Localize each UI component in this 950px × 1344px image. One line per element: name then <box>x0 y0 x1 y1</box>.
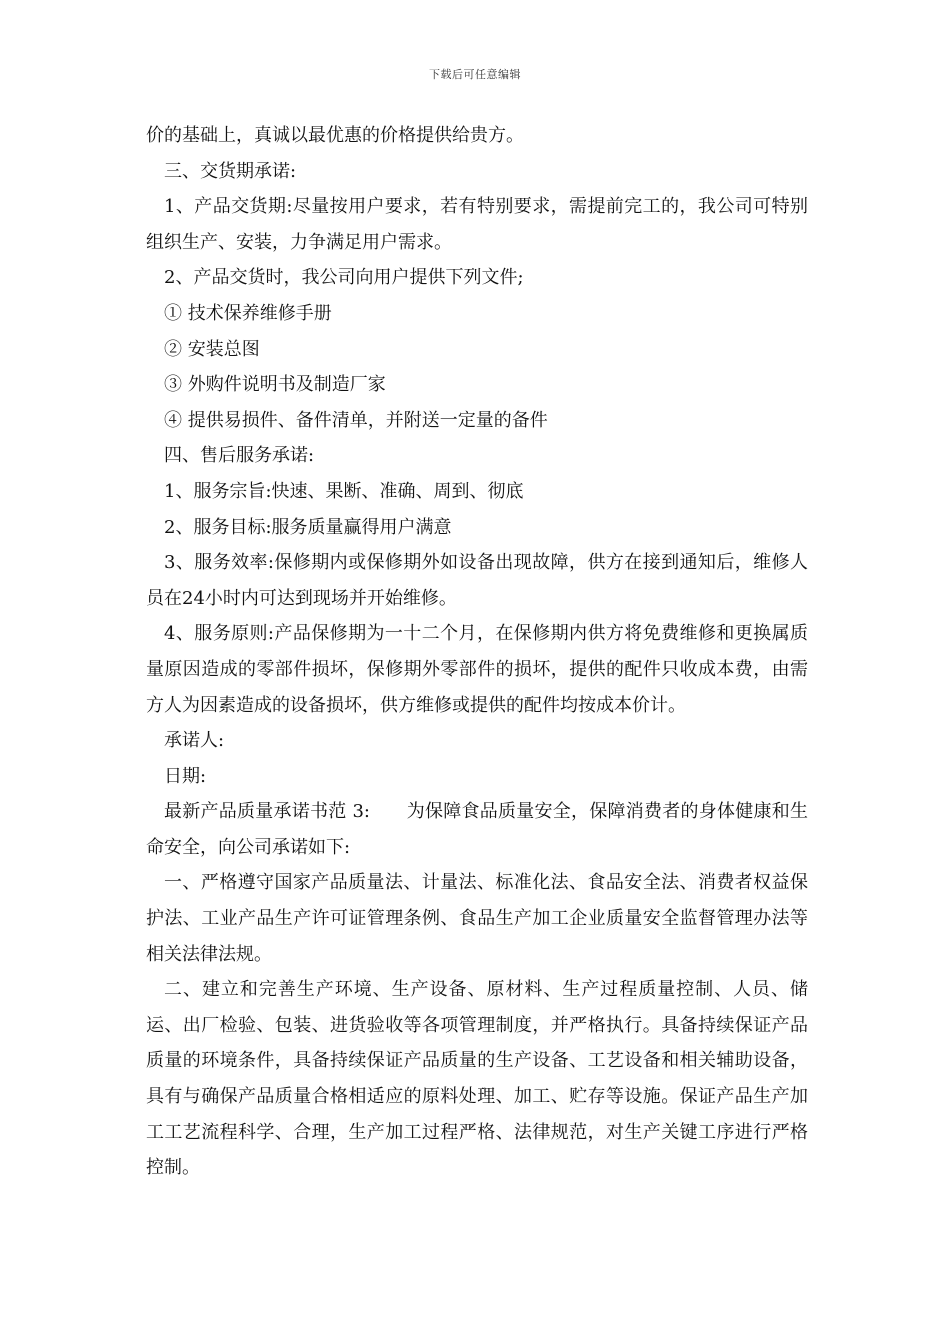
paragraph-template-3-intro: 最新产品质量承诺书范 3: 为保障食品质量安全，保障消费者的身体健康和生命安全，向公司承诺如下: <box>146 801 808 858</box>
section-heading-after-sales: 四、售后服务承诺: <box>164 445 315 467</box>
page-header: 下载后可任意编辑 <box>429 68 521 81</box>
paragraph-laws-compliance: 一、严格遵守国家产品质量法、计量法、标准化法、食品安全法、消费者权益保护法、工业产品生产许可证管理条例、食品生产加工企业质量安全监督管理办法等相关法律法规。 <box>146 872 808 965</box>
paragraph-management-system: 二、建立和完善生产环境、生产设备、原材料、生产过程质量控制、人员、储运、出厂检验、包装、进货验收等各项管理制度，并严格执行。具备持续保证产品质量的环境条件，具备持续保证产品质量的生产设备、工艺设备和相关辅助设备，具有与确保产品质量合格相适应的原料处理、加工、贮存等设施。保证产品生产加工工艺流程科学、合理，生产加工过程严格、法律规范，对生产关键工序进行严格控制。 <box>146 979 808 1179</box>
section-heading-delivery: 三、交货期承诺: <box>164 160 297 182</box>
list-item-manual: ① 技术保养维修手册 <box>164 302 332 324</box>
paragraph-service-goal: 2、服务目标:服务质量赢得用户满意 <box>164 516 452 538</box>
document-body <box>146 118 808 1186</box>
paragraph-service-principle: 4、服务原则:产品保修期为一十二个月，在保修期内供方将免费维修和更换属质量原因造成的零部件损坏，保修期外零部件的损坏，提供的配件只收成本费，由需方人为因素造成的设备损坏，供方维修或提供的配件均按成本价计。 <box>146 623 808 716</box>
paragraph-delivery-period: 1、产品交货期:尽量按用户要求，若有特别要求，需提前完工的，我公司可特别组织生产、安装，力争满足用户需求。 <box>146 196 808 253</box>
list-item-installation-drawing: ② 安装总图 <box>164 338 260 360</box>
paragraph-price-continuation: 价的基础上，真诚以最优惠的价格提供给贵方。 <box>146 125 524 146</box>
paragraph-service-purpose: 1、服务宗旨:快速、果断、准确、周到、彻底 <box>164 480 524 502</box>
paragraph-service-efficiency: 3、服务效率:保修期内或保修期外如设备出现故障，供方在接到通知后，维修人员在24小时内可达到现场并开始维修。 <box>146 552 808 609</box>
list-item-purchased-parts: ③ 外购件说明书及制造厂家 <box>164 374 386 396</box>
list-item-spare-parts: ④ 提供易损件、备件清单，并附送一定量的备件 <box>164 409 548 431</box>
signature-line-promisor: 承诺人: <box>164 730 225 752</box>
signature-line-date: 日期: <box>164 765 207 787</box>
paragraph-delivery-documents: 2、产品交货时，我公司向用户提供下列文件; <box>164 267 524 289</box>
